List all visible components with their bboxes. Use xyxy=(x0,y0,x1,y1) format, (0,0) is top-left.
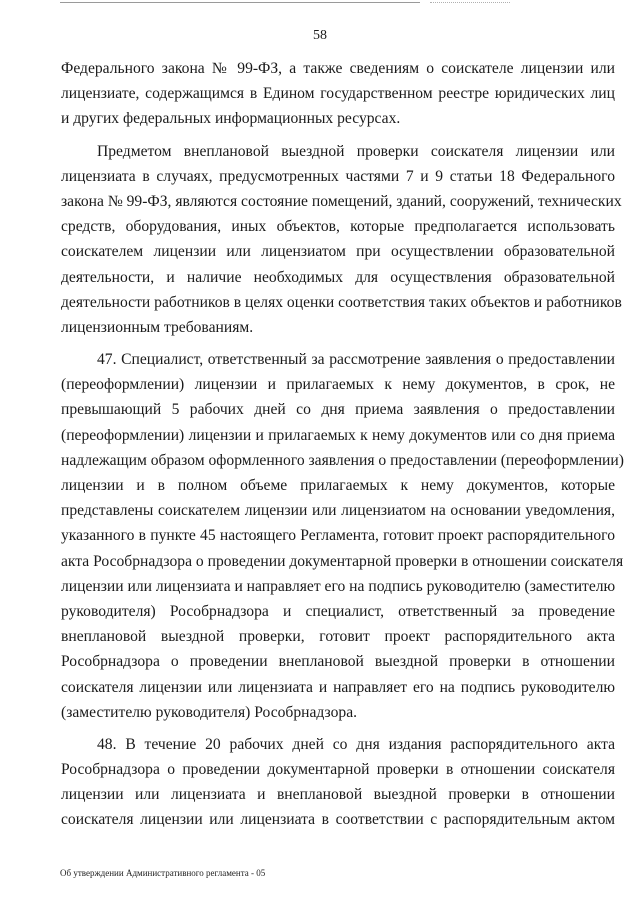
document-footer: Об утверждении Административного регламента - 05 xyxy=(60,868,266,878)
text-line: лицензии и в полном объеме прилагаемых к нему документов, которые xyxy=(61,477,615,494)
text-line: Рособрнадзора о проведении документарной проверки в отношении соискателя xyxy=(61,761,615,779)
text-line: средств, оборудования, иных объектов, которые предполагается использовать xyxy=(61,218,615,236)
text-line: (заместителю руководителя) Рособрнадзора. xyxy=(61,703,358,721)
paragraph-continuation xyxy=(61,56,615,132)
text-line: лицензиате, содержащимся в Едином государственном реестре юридических лиц xyxy=(61,85,615,103)
text-line: лицензионным требованиям. xyxy=(61,318,254,336)
text-line: Предметом внеплановой выездной проверки соискателя лицензии или xyxy=(97,142,615,160)
text-line: надлежащим образом оформленного заявления о предоставлении (переоформлении) xyxy=(61,451,624,469)
paragraph-spacer xyxy=(61,725,615,732)
text-line: и других федеральных информационных ресурсах. xyxy=(61,110,401,128)
text-line: лицензиата в случаях, предусмотренных частями 7 и 9 статьи 18 Федерального xyxy=(61,167,615,185)
paragraph-spacer xyxy=(61,132,615,139)
paragraph-47 xyxy=(61,347,624,725)
text-line: деятельности, и наличие необходимых для осуществления образовательной xyxy=(61,268,615,286)
text-line: превышающий 5 рабочих дней со дня приема заявления о предоставлении xyxy=(61,401,615,419)
text-line: 47. Специалист, ответственный за рассмотрение заявления о предоставлении xyxy=(97,351,615,369)
text-line: деятельности работников в целях оценки соответствия таких объектов и работников xyxy=(61,293,622,311)
text-line: (переоформлении) лицензии и прилагаемых к нему документов, в срок, не xyxy=(61,376,615,394)
text-line: соискателем лицензии или лицензиатом при осуществлении образовательной xyxy=(61,243,615,261)
text-line: соискателя лицензии или лицензиата и направляет его на подпись руководителю xyxy=(61,678,615,696)
text-line: лицензии или лицензиата и внеплановой выездной проверки в отношении xyxy=(61,786,615,804)
paragraph-spacer xyxy=(61,340,615,347)
text-line: представлены соискателем лицензии или лицензиатом на основании уведомления, xyxy=(61,502,615,520)
text-line: соискателя лицензии или лицензиата в соответствии с распорядительным актом xyxy=(61,811,615,829)
page-number: 58 xyxy=(313,28,327,43)
text-line: 48. В течение 20 рабочих дней со дня издания распорядительного акта xyxy=(97,735,615,753)
document-body xyxy=(61,56,624,833)
paragraph-subject xyxy=(61,139,622,341)
text-line: лицензии или лицензиата и направляет его на подпись руководителю (заместителю xyxy=(61,577,616,595)
text-line: внеплановой выездной проверки, готовит проект распорядительного акта xyxy=(61,628,615,646)
text-line: акта Рособрнадзора о проведении документарной проверки в отношении соискателя xyxy=(61,552,624,570)
text-line: (переоформлении) лицензии и прилагаемых к нему документов или со дня приема xyxy=(61,426,615,444)
text-line: указанного в пункте 45 настоящего Регламента, готовит проект распорядительного xyxy=(61,527,615,545)
paragraph-48 xyxy=(61,732,615,833)
text-line: Федерального закона № 99-ФЗ, а также сведениям о соискателе лицензии или xyxy=(61,60,615,77)
scan-edge-line xyxy=(60,2,420,3)
text-line: закона № 99-ФЗ, являются состояние помещений, зданий, сооружений, технических xyxy=(61,192,622,210)
scan-edge-line-faint xyxy=(430,2,510,3)
text-line: Рособрнадзора о проведении внеплановой выездной проверки в отношении xyxy=(61,653,615,671)
text-line: руководителя) Рособрнадзора и специалист, ответственный за проведение xyxy=(61,602,615,620)
